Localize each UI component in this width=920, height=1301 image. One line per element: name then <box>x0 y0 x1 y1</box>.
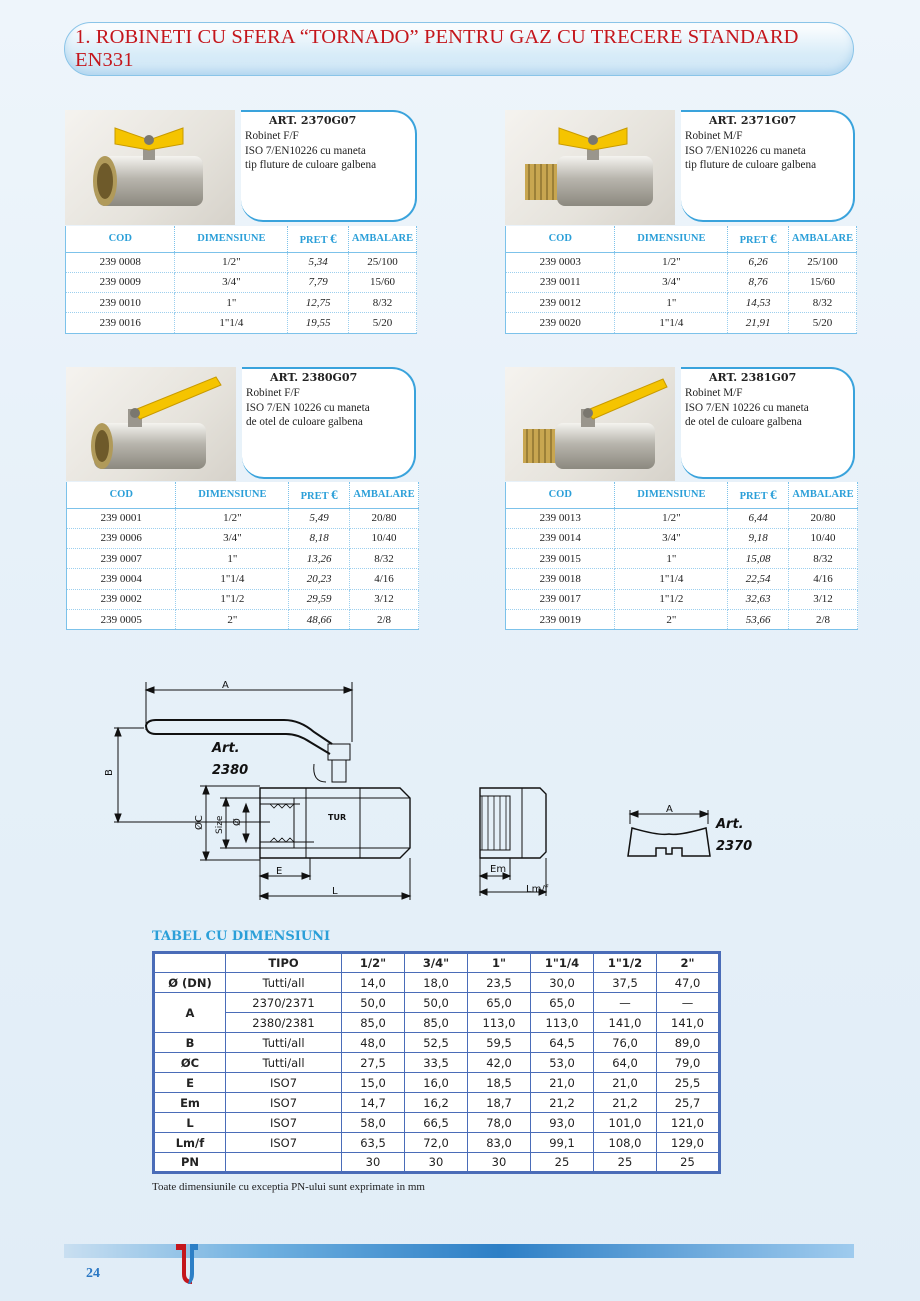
table-row: 239 0005 2" 48,66 2/8 <box>67 609 419 629</box>
euro-icon: € <box>770 486 777 502</box>
product-price-table: COD DIMENSIUNE PRET € AMBALARE 239 0008 1/2" 5,34 25/100 239 0009 3/4" 7,79 15/60 239 0010 1" 12,75 8/32 239 0016 1"1/4 19,55 5/20 <box>65 226 417 334</box>
product-article: ART. 2381G07 <box>709 371 797 384</box>
dim-label-em: Em <box>490 864 507 875</box>
product-photo <box>65 110 235 225</box>
table-row: 239 0015 1" 15,08 8/32 <box>506 549 858 569</box>
product-photo <box>66 367 236 481</box>
product-photo <box>505 110 675 225</box>
table-row: 239 0002 1"1/2 29,59 3/12 <box>67 589 419 609</box>
table-row: 239 0011 3/4" 8,76 15/60 <box>506 272 857 292</box>
table-row: L ISO7 58,0 66,5 78,0 93,0 101,0 121,0 <box>154 1113 720 1133</box>
body-mark: TUR <box>328 813 347 822</box>
drawing-art-label: Art. <box>212 741 240 756</box>
page-title: 1. ROBINETI CU SFERA “TORNADO” PENTRU GAZ CU TRECERE STANDARD EN331 <box>75 26 799 71</box>
dimensions-note: Toate dimensiunile cu exceptia PN-ului sunt exprimate in mm <box>152 1181 425 1193</box>
product-info-box <box>681 367 855 479</box>
euro-icon: € <box>331 486 338 502</box>
page-title-banner <box>64 22 854 76</box>
product-price-table: COD DIMENSIUNE PRET € AMBALARE 239 0003 1/2" 6,26 25/100 239 0011 3/4" 8,76 15/60 239 0012 1" 14,53 8/32 239 0020 1"1/4 21,91 5/20 <box>505 226 857 334</box>
table-row: 239 0004 1"1/4 20,23 4/16 <box>67 569 419 589</box>
table-row: 239 0007 1" 13,26 8/32 <box>67 549 419 569</box>
dim-label-size: Size <box>215 815 225 834</box>
table-row: B Tutti/all 48,0 52,5 59,5 64,5 76,0 89,0 <box>154 1033 720 1053</box>
table-row: 239 0009 3/4" 7,79 15/60 <box>66 272 417 292</box>
table-row: 239 0020 1"1/4 21,91 5/20 <box>506 313 857 333</box>
table-row: Ø (DN) Tutti/all 14,0 18,0 23,5 30,0 37,5 47,0 <box>154 973 720 993</box>
product-description: Robinet F/F ISO 7/EN 10226 cu maneta de otel de culoare galbena <box>246 387 370 428</box>
table-row: A 2370/2371 50,0 50,0 65,0 65,0 — — <box>154 993 720 1013</box>
product-price-table: COD DIMENSIUNE PRET € AMBALARE 239 0001 1/2" 5,49 20/80 239 0006 3/4" 8,18 10/40 239 0007 1" 13,26 8/32 239 0004 1"1/4 20,23 4/16 239 0002 1"1/2 29,59 3/12 239 0005 2" 48,66 2/8 <box>66 482 419 630</box>
euro-icon: € <box>770 230 777 246</box>
dim-label-a-butterfly: A <box>666 804 673 815</box>
table-row: 239 0001 1/2" 5,49 20/80 <box>67 508 419 528</box>
table-row: Em ISO7 14,7 16,2 18,7 21,2 21,2 25,7 <box>154 1093 720 1113</box>
product-article: ART. 2370G07 <box>269 114 357 127</box>
table-row: 239 0008 1/2" 5,34 25/100 <box>66 252 417 272</box>
product-description: Robinet M/F ISO 7/EN 10226 cu maneta de otel de culoare galbena <box>685 387 809 428</box>
table-row: 239 0017 1"1/2 32,63 3/12 <box>506 589 858 609</box>
dim-label-phi: Ø <box>232 818 243 826</box>
page-number: 24 <box>86 1266 100 1281</box>
table-row: 239 0012 1" 14,53 8/32 <box>506 293 857 313</box>
product-price-table: COD DIMENSIUNE PRET € AMBALARE 239 0013 1/2" 6,44 20/80 239 0014 3/4" 9,18 10/40 239 0015 1" 15,08 8/32 239 0018 1"1/4 22,54 4/16 239 0017 1"1/2 32,63 3/12 239 0019 2" 53,66 2/8 <box>505 482 858 630</box>
table-row: PN 30 30 30 25 25 25 <box>154 1153 720 1173</box>
technical-drawing <box>100 670 800 910</box>
product-description: Robinet M/F ISO 7/EN10226 cu maneta tip fluture de culoare galbena <box>685 130 817 171</box>
table-row: 239 0018 1"1/4 22,54 4/16 <box>506 569 858 589</box>
table-row: 239 0014 3/4" 9,18 10/40 <box>506 528 858 548</box>
dimensions-table <box>152 951 721 1174</box>
dimensions-title: TABEL CU DIMENSIUNI <box>152 929 331 944</box>
table-row: 239 0006 3/4" 8,18 10/40 <box>67 528 419 548</box>
dim-label-e: E <box>276 866 283 877</box>
dim-label-b: B <box>104 769 115 776</box>
table-row: 239 0019 2" 53,66 2/8 <box>506 609 858 629</box>
table-row: 2380/2381 85,0 85,0 113,0 113,0 141,0 141,0 <box>154 1013 720 1033</box>
table-row: 239 0013 1/2" 6,44 20/80 <box>506 508 858 528</box>
product-info-box <box>681 110 855 222</box>
product-info-box <box>242 367 416 479</box>
product-info-box <box>241 110 417 222</box>
dim-label-c: ØC <box>194 815 205 830</box>
drawing-art-2380: 2380 <box>212 763 249 778</box>
product-article: ART. 2380G07 <box>270 371 358 384</box>
table-row: E ISO7 15,0 16,0 18,5 21,0 21,0 25,5 <box>154 1073 720 1093</box>
product-description: Robinet F/F ISO 7/EN10226 cu maneta tip fluture de culoare galbena <box>245 130 377 171</box>
drawing-art-2370: 2370 <box>716 839 753 854</box>
drawing-art-label-2: Art. <box>716 817 744 832</box>
table-row: 239 0003 1/2" 6,26 25/100 <box>506 252 857 272</box>
table-row: 239 0016 1"1/4 19,55 5/20 <box>66 313 417 333</box>
dim-label-a: A <box>222 680 229 691</box>
footer-pipe-icon <box>176 1244 206 1284</box>
product-photo <box>505 367 675 481</box>
table-row: 239 0010 1" 12,75 8/32 <box>66 293 417 313</box>
euro-icon: € <box>330 230 337 246</box>
table-row: Lm/f ISO7 63,5 72,0 83,0 99,1 108,0 129,0 <box>154 1133 720 1153</box>
product-article: ART. 2371G07 <box>709 114 797 127</box>
dim-label-l: L <box>332 886 338 897</box>
table-row: ØC Tutti/all 27,5 33,5 42,0 53,0 64,0 79,0 <box>154 1053 720 1073</box>
dim-label-lmf: Lm/f <box>526 884 549 895</box>
table-header-row: TIPO 1/2" 3/4" 1" 1"1/4 1"1/2 2" <box>154 953 720 973</box>
